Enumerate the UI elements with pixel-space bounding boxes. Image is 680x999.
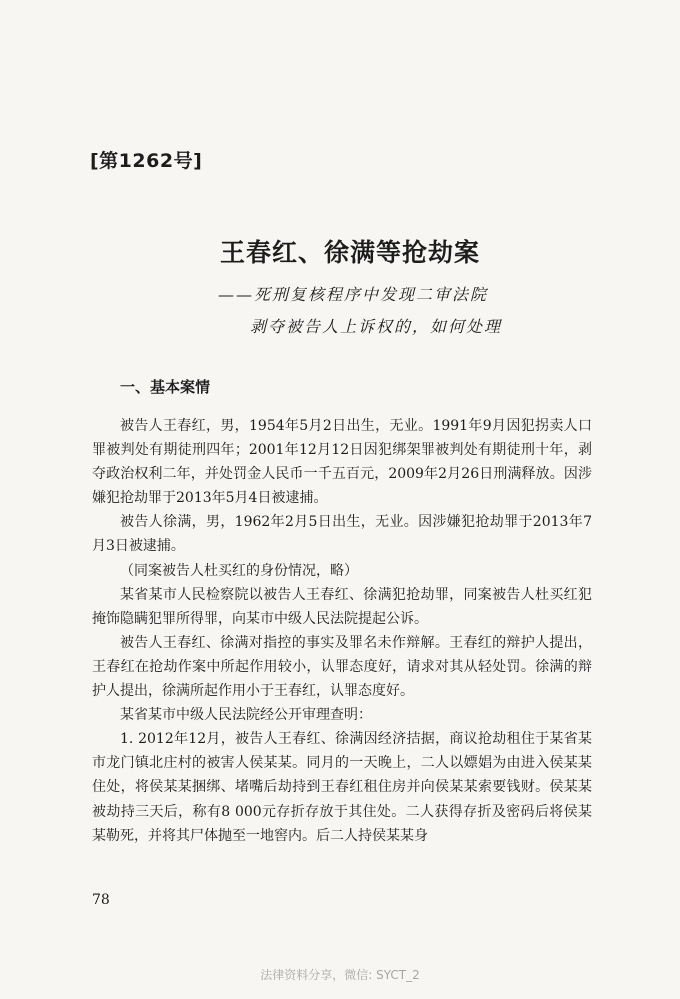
subtitle-line-1: ——死刑复核程序中发现二审法院 — [218, 285, 489, 304]
paragraph: 某省某市人民检察院以被告人王春红、徐满犯抢劫罪，同案被告人杜买红犯掩饰隐瞒犯罪所得罪，向某市中级人民法院提起公诉。 — [92, 586, 592, 627]
subtitle-line-2: 剥夺被告人上诉权的，如何处理 — [250, 317, 503, 336]
paragraph: 1. 2012年12月，被告人王春红、徐满因经济拮据，商议抢劫租住于某省某市龙门镇北庄村的被害人侯某某。同月的一天晚上，二人以嫖娼为由进入侯某某住处，将侯某某捆绑、堵嘴后劫持到王春红租住房并向侯某某索要钱财。侯某某被劫持三天后，称有8 000元存折存放于其住处。二人获得存折及密码后将侯某某勒死，并将其尸体抛至一地窖内。后二人持侯某某身 — [92, 731, 592, 844]
paragraph: 某省某市中级人民法院经公开审理查明： — [120, 707, 372, 724]
case-title-text: 王春红、徐满等抢劫案 — [219, 238, 480, 267]
paragraph: （同案被告人杜买红的身份情况，略） — [120, 562, 358, 579]
watermark-text: 法律资料分享，微信: SYCT_2 — [260, 968, 420, 982]
paragraph: 被告人王春红、徐满对指控的事实及罪名未作辩解。王春红的辩护人提出，王春红在抢劫作案中所起作用较小，认罪态度好，请求对其从轻处罚。徐满的辩护人提出，徐满所起作用小于王春红，认罪态度好。 — [92, 634, 592, 700]
case-title — [0, 233, 680, 269]
case-number: [第1262号] — [90, 150, 203, 172]
case-body — [92, 414, 592, 848]
section-heading: 一、基本案情 — [120, 378, 211, 396]
page-number: 78 — [92, 892, 110, 908]
paragraph: 被告人徐满，男，1962年2月5日出生，无业。因涉嫌犯抢劫罪于2013年7月3日被逮捕。 — [92, 514, 592, 555]
paragraph: 被告人王春红，男，1954年5月2日出生，无业。1991年9月因犯拐卖人口罪被判处有期徒刑四年；2001年12月12日因犯绑架罪被判处有期徒刑十年，剥夺政治权利二年，并处罚金人民币一千五百元，2009年2月26日刑满释放。因涉嫌犯抢劫罪于2013年5月4日被逮捕。 — [92, 418, 592, 507]
